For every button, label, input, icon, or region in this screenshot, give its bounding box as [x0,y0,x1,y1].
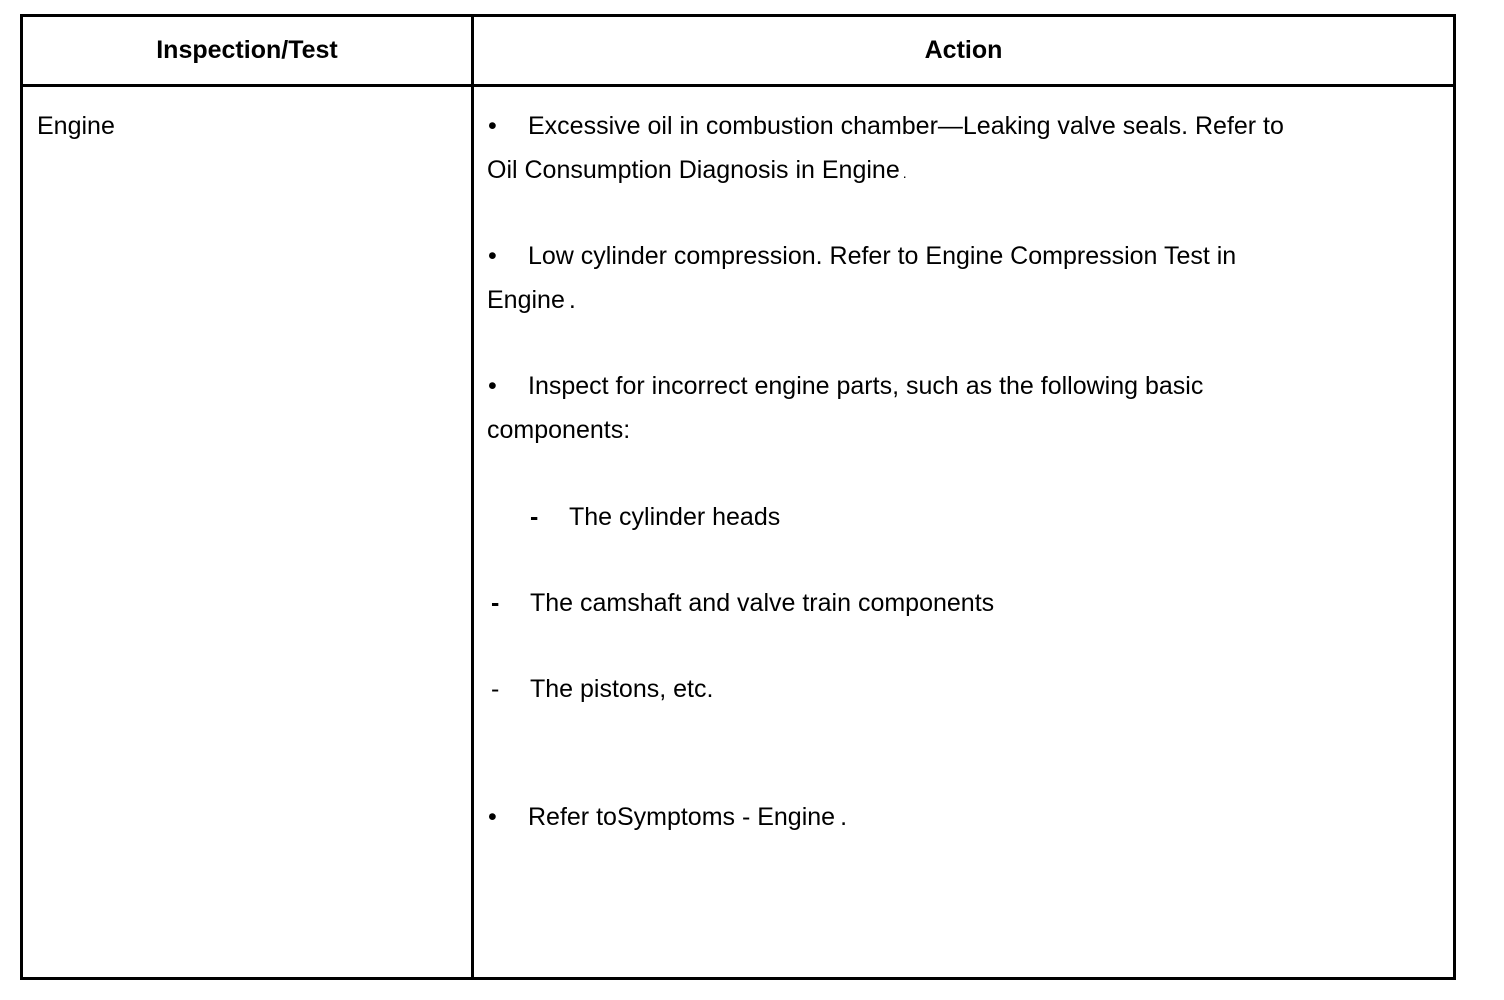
bullet-marker: • [488,803,497,831]
action-2-line-1: Low cylinder compression. Refer to Engine Compression Test in [528,242,1237,270]
sub-item-pistons: The pistons, etc. [530,675,714,703]
action-2-line-2: Engine . [487,286,576,314]
inspection-cell-engine: Engine [37,112,115,140]
sub-item-camshaft: The camshaft and valve train components [530,589,995,617]
column-divider [471,17,474,977]
sub-item-cylinder-heads: The cylinder heads [569,503,781,531]
action-3-line-2: components: [487,416,631,444]
action-1-line-1: Excessive oil in combustion chamber—Leaking valve seals. Refer to [528,112,1284,140]
action-1-line-2: Oil Consumption Diagnosis in Engine . [487,156,907,184]
header-action: Action [924,36,1003,64]
engine-compression-test-link[interactable]: Engine [487,286,565,314]
bullet-marker: • [488,112,497,140]
bullet-marker: • [488,242,497,270]
action-4-line: Refer toSymptoms - Engine . [528,803,848,831]
bullet-marker: • [488,372,497,400]
oil-consumption-diagnosis-link[interactable]: Oil Consumption Diagnosis in Engine [487,156,900,184]
inspection-table [20,14,1456,980]
symptoms-engine-link[interactable]: Symptoms - Engine [616,803,836,831]
action-3-line-1: Inspect for incorrect engine parts, such as the following basic [528,372,1204,400]
dash-marker: - [491,675,500,703]
dash-marker: - [530,503,539,531]
header-divider [23,84,1453,87]
dash-marker: - [491,589,500,617]
header-inspection-test: Inspection/Test [156,36,338,64]
